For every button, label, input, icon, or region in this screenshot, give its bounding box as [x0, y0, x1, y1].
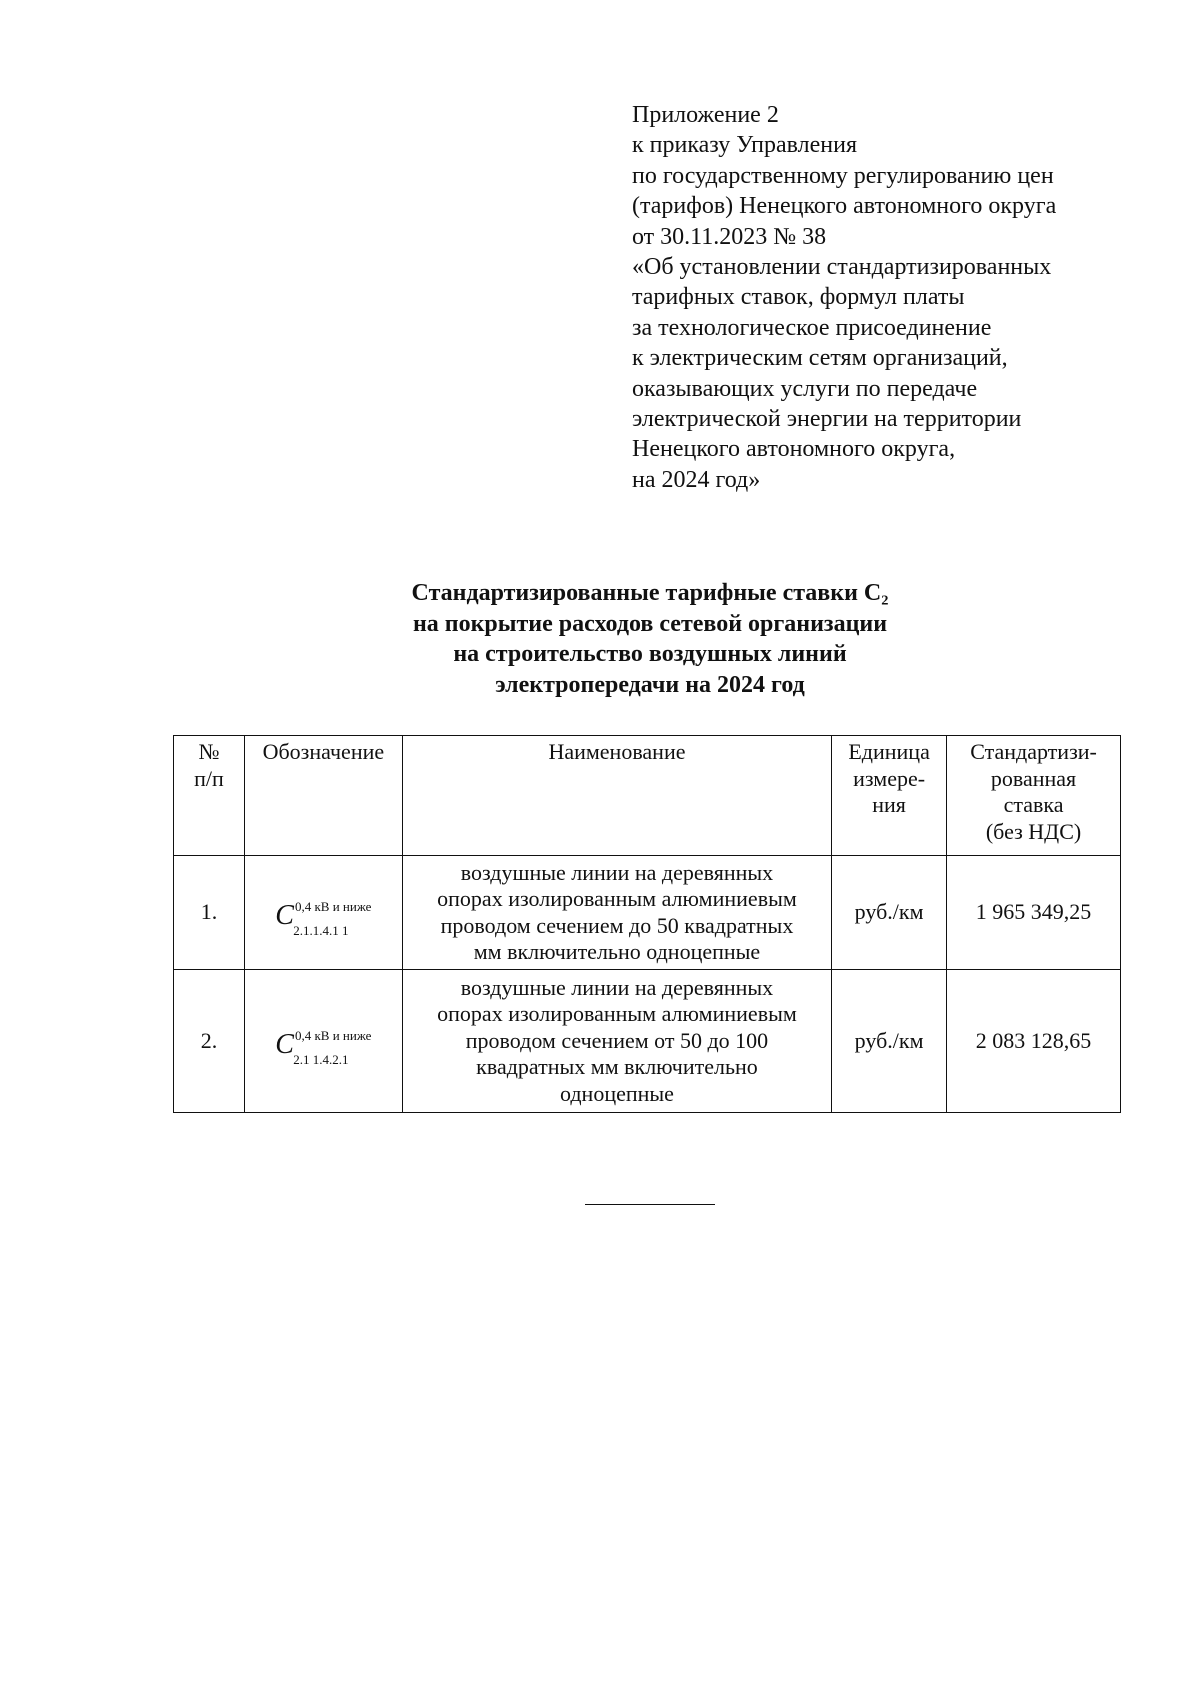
header-designation: Обозначение: [244, 736, 402, 856]
appendix-header: [632, 100, 1152, 495]
designation-formula: $C^{0,4 кВ и ниже}$ 2.1.1.4.1 1: [275, 899, 372, 939]
header-rate: Стандартизи- рованная ставка (без НДС): [947, 736, 1121, 856]
title-line: электропередачи на 2024 год: [495, 671, 805, 698]
row-name: воздушные линии на деревянных опорах изолированным алюминиевым проводом сечением от 50 до 100 квадратных мм включительно одноцепные: [402, 970, 831, 1113]
header-unit: Единица измере- ния: [832, 736, 947, 856]
designation-formula: $C^{0,4 кВ и ниже}$ 2.1 1.4.2.1: [275, 1027, 372, 1067]
title-line: на покрытие расходов сетевой организации: [412, 610, 888, 637]
appendix-line: (тарифов) Ненецкого автономного округа: [632, 193, 1057, 220]
appendix-line: за технологическое присоединение: [632, 314, 992, 341]
document-title: [300, 578, 1000, 700]
row-rate: 1 965 349,25: [947, 856, 1121, 970]
end-separator-line: [585, 1204, 715, 1205]
row-number: 2.: [174, 970, 245, 1113]
title-line: на строительство воздушных линий: [453, 641, 847, 667]
header-name: Наименование: [402, 736, 831, 856]
row-name: воздушные линии на деревянных опорах изолированным алюминиевым проводом сечением до 50 квадратных мм включительно одноцепные: [402, 856, 831, 970]
appendix-line: тарифных ставок, формул платы: [632, 284, 965, 311]
appendix-line: к электрическим сетям организаций,: [632, 345, 1008, 372]
row-designation: [244, 970, 402, 1113]
tariff-rates-table: [173, 735, 1121, 1113]
appendix-line: на 2024 год»: [632, 466, 761, 493]
appendix-line: электрической энергии на территории: [632, 406, 1022, 433]
row-designation: [244, 856, 402, 970]
appendix-line: к приказу Управления: [632, 132, 858, 159]
appendix-line: по государственному регулированию цен: [632, 162, 1054, 189]
table-row: [174, 970, 1121, 1113]
table-row: [174, 856, 1121, 970]
row-rate: 2 083 128,65: [947, 970, 1121, 1113]
row-unit: руб./км: [832, 856, 947, 970]
appendix-line: Приложение 2: [632, 102, 779, 128]
row-number: 1.: [174, 856, 245, 970]
appendix-line: «Об установлении стандартизированных: [632, 254, 1052, 281]
appendix-line: оказывающих услуги по передаче: [632, 375, 978, 402]
appendix-line: Ненецкого автономного округа,: [632, 436, 956, 463]
title-line: Стандартизированные тарифные ставки С₂: [411, 580, 889, 606]
appendix-line: от 30.11.2023 № 38: [632, 223, 827, 250]
header-number: № п/п: [174, 736, 245, 856]
row-unit: руб./км: [832, 970, 947, 1113]
table-header-row: [174, 736, 1121, 856]
